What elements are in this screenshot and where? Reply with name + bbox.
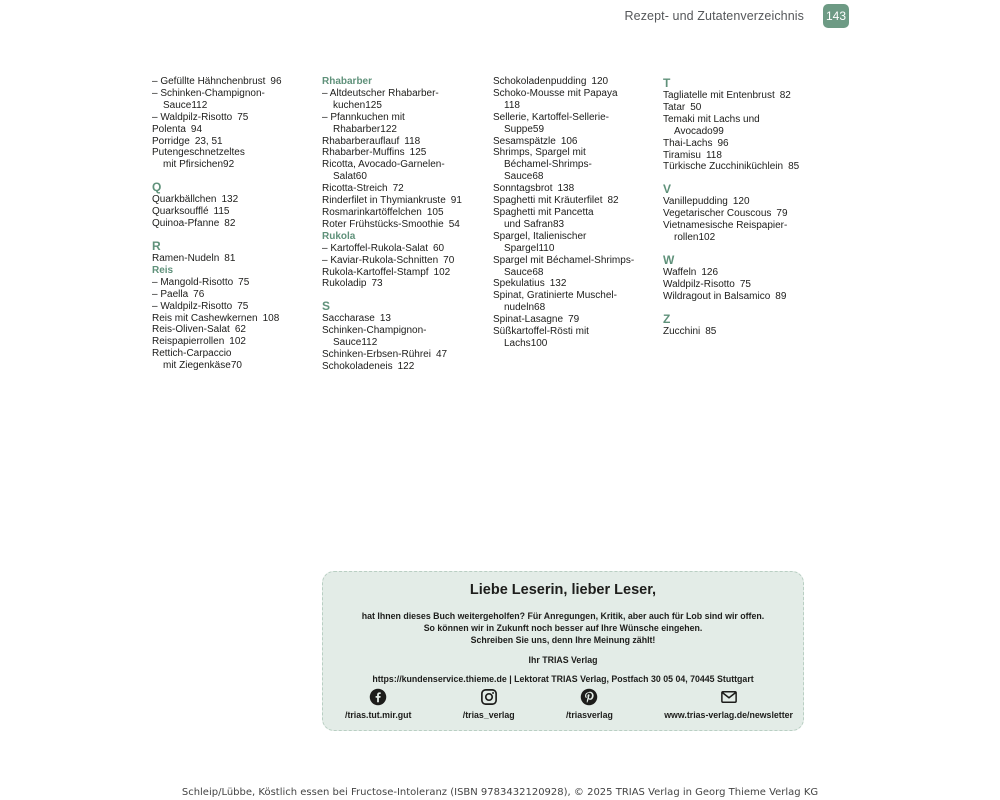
index-entry-text: Putengeschnetzeltes xyxy=(152,147,245,159)
feedback-text xyxy=(323,610,803,646)
index-entry-page: 122 xyxy=(397,360,415,372)
index-entry xyxy=(152,76,317,88)
index-entry-cont-text: Lachs xyxy=(504,337,531,349)
index-entry xyxy=(322,195,487,207)
index-entry xyxy=(322,207,487,219)
index-entry-page: 73 xyxy=(371,278,383,290)
feedback-line-2: So können wir in Zukunft noch besser auf Ihre Wünsche eingehen. xyxy=(423,623,703,633)
index-entry-text: Tatar xyxy=(663,101,686,113)
index-entry-text: Quarkbällchen xyxy=(152,194,217,206)
index-entry-text: Reispapierrollen xyxy=(152,336,225,348)
index-entry-text: Altdeutscher Rhabarber- xyxy=(329,87,439,99)
entry-group xyxy=(663,267,833,303)
index-entry-page: 79 xyxy=(776,208,788,220)
index-entry xyxy=(152,218,317,230)
facebook-icon xyxy=(369,688,387,706)
index-entry-page: 82 xyxy=(779,90,791,101)
index-entry xyxy=(663,90,833,102)
index-entry-page: 85 xyxy=(788,161,800,173)
index-entry-text: Thai-Lachs xyxy=(663,137,713,149)
index-entry-text: Waffeln xyxy=(663,266,697,278)
index-entry xyxy=(322,112,487,124)
index-entry-text: Schinken-Erbsen-Rührei xyxy=(322,349,431,361)
index-entry-cont-text: Sauce xyxy=(333,337,362,349)
index-entry-page: 83 xyxy=(552,218,565,230)
index-entry-cont-text: Suppe xyxy=(504,123,533,135)
index-entry xyxy=(152,124,317,136)
entry-group xyxy=(152,253,317,265)
index-entry-page: 68 xyxy=(532,171,544,183)
index-entry-page: 125 xyxy=(365,99,382,111)
index-entry-text: Spaghetti mit Kräuterfilet xyxy=(493,195,603,207)
index-entry xyxy=(322,255,487,267)
index-entry-page: 96 xyxy=(717,137,729,149)
index-entry xyxy=(493,278,658,290)
index-entry-text: Porridge xyxy=(152,135,190,147)
index-entry xyxy=(663,102,833,114)
index-entry-page: 102 xyxy=(229,336,246,348)
index-entry-page: 82 xyxy=(607,195,619,207)
index-entry-text: Zucchini xyxy=(663,325,701,337)
index-entry xyxy=(493,88,658,100)
index-entry-text: Schokoladenpudding xyxy=(493,76,587,87)
index-entry xyxy=(322,159,487,171)
index-entry xyxy=(663,267,833,279)
index-entry-text: Roter Frühstücks-Smoothie xyxy=(322,218,444,230)
index-entry xyxy=(493,76,658,88)
index-entry xyxy=(493,147,658,159)
index-entry-text: Temaki mit Lachs und xyxy=(663,113,760,125)
index-entry xyxy=(322,136,487,148)
index-entry xyxy=(663,161,833,173)
index-entry-page: 102 xyxy=(433,266,451,278)
index-subhead-reis: Reis xyxy=(152,264,174,276)
reader-feedback-box xyxy=(322,571,804,731)
index-entry-continuation xyxy=(152,159,317,171)
index-entry xyxy=(493,255,658,267)
index-entry-cont-text: Béchamel-Shrimps- xyxy=(504,159,592,171)
index-entry xyxy=(663,220,833,232)
pinterest-icon xyxy=(580,688,598,706)
index-entry-text: Ricotta-Streich xyxy=(322,183,388,195)
index-entry-page: 70 xyxy=(230,360,242,372)
index-entry-text: Tagliatelle mit Entenbrust xyxy=(663,90,775,101)
index-entry-continuation xyxy=(663,232,833,244)
index-entry xyxy=(322,361,487,373)
index-entry xyxy=(663,326,833,338)
index-entry-text: Waldpilz-Risotto xyxy=(160,111,233,123)
index-entry-page: 138 xyxy=(557,183,575,195)
index-entry-page: 76 xyxy=(193,288,205,300)
index-entry-page: 120 xyxy=(591,76,609,87)
index-entry-page: 82 xyxy=(224,218,236,230)
entry-group xyxy=(663,90,833,173)
entry-group xyxy=(322,243,487,291)
index-entry-text: Quarksoufflé xyxy=(152,206,209,218)
index-subhead-rhabarber: Rhabarber xyxy=(322,76,373,87)
index-entry xyxy=(493,326,658,338)
index-entry-text: Rosmarinkartöffelchen xyxy=(322,206,422,218)
index-entry-page: 120 xyxy=(732,196,750,208)
index-entry-text: Rhabarberauflauf xyxy=(322,135,400,147)
index-entry-page: 106 xyxy=(560,135,578,147)
index-entry-continuation xyxy=(322,337,487,349)
index-entry-continuation xyxy=(322,171,487,183)
index-entry-text: Reis-Oliven-Salat xyxy=(152,324,230,336)
index-column-3 xyxy=(493,76,658,350)
index-entry-continuation xyxy=(493,302,658,314)
index-entry-cont-text: Spargel xyxy=(504,242,539,254)
index-entry-page: 13 xyxy=(379,313,391,325)
index-entry-page: 126 xyxy=(701,266,719,278)
index-entry-text: Ramen-Nudeln xyxy=(152,252,220,264)
index-entry-text: Schokoladeneis xyxy=(322,360,393,372)
index-entry-continuation xyxy=(152,360,317,372)
index-entry-text: Polenta xyxy=(152,123,186,135)
index-entry-page: 105 xyxy=(426,206,444,218)
index-entry-text: Vietnamesische Reispapier- xyxy=(663,220,788,232)
index-entry-text: Ricotta, Avocado-Garnelen- xyxy=(322,159,445,171)
index-entry xyxy=(663,138,833,150)
index-entry-page: 50 xyxy=(690,101,702,113)
index-entry-text: Reis mit Cashewkernen xyxy=(152,312,258,324)
index-entry-continuation xyxy=(493,338,658,350)
index-entry-cont-text: Rhabarber xyxy=(333,123,381,135)
index-entry-text: Waldpilz-Risotto xyxy=(160,300,233,312)
index-entry-cont-text: mit Pfirsichen xyxy=(163,159,224,171)
entry-group xyxy=(663,196,833,244)
entry-group xyxy=(493,76,658,350)
index-entry-page: 125 xyxy=(409,147,427,159)
index-letter-q: Q xyxy=(152,180,162,195)
index-entry-cont-text: Avocado xyxy=(674,125,713,137)
index-entry-page: 118 xyxy=(504,99,520,111)
index-entry xyxy=(152,324,317,336)
index-entry-cont-text: mit Ziegenkäse xyxy=(163,360,231,372)
index-entry-text: Waldpilz-Risotto xyxy=(663,278,735,290)
page-header-title: Rezept- und Zutatenverzeichnis xyxy=(624,9,804,23)
index-entry-text: Tiramisu xyxy=(663,149,701,161)
index-entry-page: 91 xyxy=(450,195,462,207)
index-entry xyxy=(152,147,317,159)
index-entry-text: Kaviar-Rukola-Schnitten xyxy=(330,254,439,266)
index-entry-text: Schinken-Champignon- xyxy=(160,87,265,99)
index-entry xyxy=(493,136,658,148)
index-entry-page: 100 xyxy=(530,337,548,349)
index-entry-text: Spinat-Lasagne xyxy=(493,314,564,326)
page-footer-citation: Schleip/Lübbe, Köstlich essen bei Fructose-Intoleranz (ISBN 9783432120928), © 2025 TRIAS Verlag in Georg Thieme Verlag KG xyxy=(181,787,819,798)
index-column-4 xyxy=(663,76,833,338)
index-entry-page: 96 xyxy=(270,76,282,87)
entry-group xyxy=(322,313,487,373)
index-entry-page: 75 xyxy=(237,111,249,123)
index-entry-text: Rinderfilet in Thymiankruste xyxy=(322,195,446,207)
facebook-link[interactable] xyxy=(345,688,411,720)
index-entry-text: Quinoa-Pfanne xyxy=(152,218,220,230)
index-entry-text: Pfannkuchen mit xyxy=(330,111,405,123)
index-entry-page: 68 xyxy=(532,266,544,278)
index-entry-page: 79 xyxy=(568,314,580,326)
index-entry-cont-text: Sauce xyxy=(504,171,533,183)
index-entry-text: Mangold-Risotto xyxy=(160,276,234,288)
index-entry xyxy=(152,289,317,301)
index-entry-page: 132 xyxy=(221,194,239,206)
index-entry-text: Sesamspätzle xyxy=(493,135,556,147)
index-entry-page: 59 xyxy=(532,123,545,135)
index-column-1 xyxy=(152,76,317,372)
index-entry-page: 118 xyxy=(404,135,421,147)
index-entry-cont-text: Sauce xyxy=(163,99,192,111)
entry-group xyxy=(152,76,317,171)
index-entry xyxy=(322,243,487,255)
index-entry-continuation xyxy=(152,100,317,112)
newsletter-link[interactable] xyxy=(664,688,793,720)
index-entry-text: Shrimps, Spargel mit xyxy=(493,147,586,159)
index-entry xyxy=(152,348,317,360)
index-entry xyxy=(663,196,833,208)
index-entry-cont-text: kuchen xyxy=(333,99,366,111)
index-entry-page: 92 xyxy=(223,159,235,171)
index-entry-text: Spargel mit Béchamel-Shrimps- xyxy=(493,254,635,266)
index-entry xyxy=(152,136,317,148)
index-entry-page: 47 xyxy=(435,349,448,361)
entry-group xyxy=(322,88,487,231)
index-entry xyxy=(493,231,658,243)
index-entry-continuation xyxy=(493,100,658,112)
index-letter-w: W xyxy=(663,252,675,267)
feedback-line-1: hat Ihnen dieses Buch weitergeholfen? Für Anregungen, Kritik, aber auch für Lob sind wir offen. xyxy=(361,611,765,621)
index-letter-z: Z xyxy=(663,311,671,326)
index-entry-page: 60 xyxy=(355,171,367,183)
index-entry xyxy=(152,301,317,313)
index-entry-page: 62 xyxy=(234,324,246,336)
entry-group xyxy=(663,326,833,338)
index-entry xyxy=(152,336,317,348)
feedback-signature: Ihr TRIAS Verlag xyxy=(528,655,598,665)
index-entry xyxy=(322,278,487,290)
index-entry-text: Türkische Zucchiniküchlein xyxy=(663,161,784,173)
index-entry-page: 112 xyxy=(361,337,378,349)
index-entry-page: 94 xyxy=(190,123,203,135)
index-entry xyxy=(322,349,487,361)
instagram-icon xyxy=(480,688,498,706)
index-entry-page: 23, 51 xyxy=(194,135,223,147)
index-letter-r: R xyxy=(152,238,161,253)
index-entry xyxy=(152,194,317,206)
index-entry-continuation xyxy=(493,219,658,231)
index-entry-page: 81 xyxy=(224,252,236,264)
index-entry xyxy=(322,88,487,100)
entry-group xyxy=(152,194,317,230)
index-entry xyxy=(322,313,487,325)
feedback-line-3: Schreiben Sie uns, denn Ihre Meinung zählt! xyxy=(470,635,656,645)
index-entry-text: Wildragout in Balsamico xyxy=(663,290,771,302)
pinterest-handle: /triasverlag xyxy=(565,710,613,720)
index-entry-text: Sellerie, Kartoffel-Sellerie- xyxy=(493,111,609,123)
instagram-link[interactable] xyxy=(463,688,515,720)
index-entry xyxy=(493,195,658,207)
index-entry-page: 60 xyxy=(433,242,445,254)
index-entry-text: Paella xyxy=(160,288,189,300)
index-entry-page: 108 xyxy=(262,312,280,324)
index-entry-page: 115 xyxy=(213,206,230,218)
index-entry-text: Gefüllte Hähnchenbrust xyxy=(160,76,266,87)
index-entry-text: Süßkartoffel-Rösti mit xyxy=(493,326,589,338)
index-entry-cont-text: rollen xyxy=(674,232,699,244)
index-entry xyxy=(152,112,317,124)
index-entry xyxy=(152,206,317,218)
index-entry-continuation xyxy=(493,171,658,183)
index-entry-text: Sonntagsbrot xyxy=(493,183,553,195)
index-entry-text: Schoko-Mousse mit Papaya xyxy=(493,87,618,99)
index-entry xyxy=(493,112,658,124)
index-entry-continuation xyxy=(493,124,658,136)
mail-icon xyxy=(720,688,738,706)
index-entry-page: 75 xyxy=(237,300,249,312)
index-entry-continuation xyxy=(663,126,833,138)
index-subhead-rukola: Rukola xyxy=(322,230,356,242)
index-entry-page: 68 xyxy=(534,302,546,314)
index-entry xyxy=(493,314,658,326)
index-entry-text: Vanillepudding xyxy=(663,196,728,208)
index-entry-text: Vegetarischer Couscous xyxy=(663,208,772,220)
index-entry-text: Rukola-Kartoffel-Stampf xyxy=(322,266,429,278)
index-entry xyxy=(663,114,833,126)
index-entry xyxy=(663,150,833,162)
pinterest-link[interactable] xyxy=(566,688,613,720)
index-entry xyxy=(663,208,833,220)
index-entry-page: 110 xyxy=(538,242,555,254)
index-entry-page: 132 xyxy=(549,278,567,290)
index-entry-text: Spekulatius xyxy=(493,278,545,290)
index-entry-page: 102 xyxy=(698,232,716,244)
index-entry-cont-text: Sauce xyxy=(504,266,533,278)
index-entry-text: Spaghetti mit Pancetta xyxy=(493,206,594,218)
index-entry-text: Schinken-Champignon- xyxy=(322,325,427,337)
index-entry-text: Spargel, Italienischer xyxy=(493,230,587,242)
index-entry xyxy=(322,147,487,159)
index-entry xyxy=(322,267,487,279)
index-entry-continuation xyxy=(322,124,487,136)
index-letter-t: T xyxy=(663,76,671,90)
index-entry xyxy=(322,325,487,337)
index-letter-s: S xyxy=(322,299,331,314)
index-entry-continuation xyxy=(493,159,658,171)
index-entry-cont-text: nudeln xyxy=(504,302,535,314)
index-entry xyxy=(152,277,317,289)
index-entry xyxy=(493,183,658,195)
index-entry xyxy=(663,279,833,291)
index-entry xyxy=(663,291,833,303)
index-letter-v: V xyxy=(663,182,672,197)
feedback-title: Liebe Leserin, lieber Leser, xyxy=(469,582,657,598)
index-entry xyxy=(493,290,658,302)
index-entry-continuation xyxy=(493,243,658,255)
index-entry xyxy=(322,183,487,195)
index-entry-text: Saccharase xyxy=(322,313,375,325)
index-entry-text: Rettich-Carpaccio xyxy=(152,348,232,360)
index-entry-cont-text: und Safran xyxy=(504,218,553,230)
index-entry-page: 112 xyxy=(191,99,208,111)
index-entry-page: 70 xyxy=(443,254,455,266)
page-number-badge: 143 xyxy=(823,4,849,28)
index-entry-text: Kartoffel-Rukola-Salat xyxy=(330,242,428,254)
index-entry-page: 122 xyxy=(380,123,397,135)
index-column-2 xyxy=(322,76,487,373)
index-entry xyxy=(152,88,317,100)
index-entry-text: Spinat, Gratinierte Muschel- xyxy=(493,290,617,302)
index-entry xyxy=(152,253,317,265)
feedback-contact-link[interactable]: https://kundenservice.thieme.de | Lektorat TRIAS Verlag, Postfach 30 05 04, 70445 Stuttgart xyxy=(372,674,754,684)
index-entry xyxy=(152,313,317,325)
index-entry-page: 72 xyxy=(392,183,404,195)
index-entry xyxy=(493,207,658,219)
index-entry-page: 75 xyxy=(739,278,751,290)
index-entry-page: 118 xyxy=(705,149,722,161)
index-entry-continuation xyxy=(322,100,487,112)
index-entry-cont-text: Salat xyxy=(333,171,356,183)
index-entry-text: Rukoladip xyxy=(322,278,367,290)
index-entry-text: Rhabarber-Muffins xyxy=(322,147,405,159)
index-entry-page: 85 xyxy=(705,325,717,337)
index-entry-page: 75 xyxy=(238,276,250,288)
newsletter-url: www.trias-verlag.de/newsletter xyxy=(664,710,793,720)
facebook-handle: /trias.tut.mir.gut xyxy=(345,710,412,720)
social-links-row xyxy=(333,688,793,720)
index-entry-page: 54 xyxy=(448,218,460,230)
instagram-handle: /trias_verlag xyxy=(462,710,515,720)
index-entry-page: 89 xyxy=(775,290,787,302)
entry-group xyxy=(152,277,317,372)
index-entry xyxy=(322,219,487,231)
index-entry-continuation xyxy=(493,267,658,279)
index-entry-page: 99 xyxy=(712,125,724,137)
